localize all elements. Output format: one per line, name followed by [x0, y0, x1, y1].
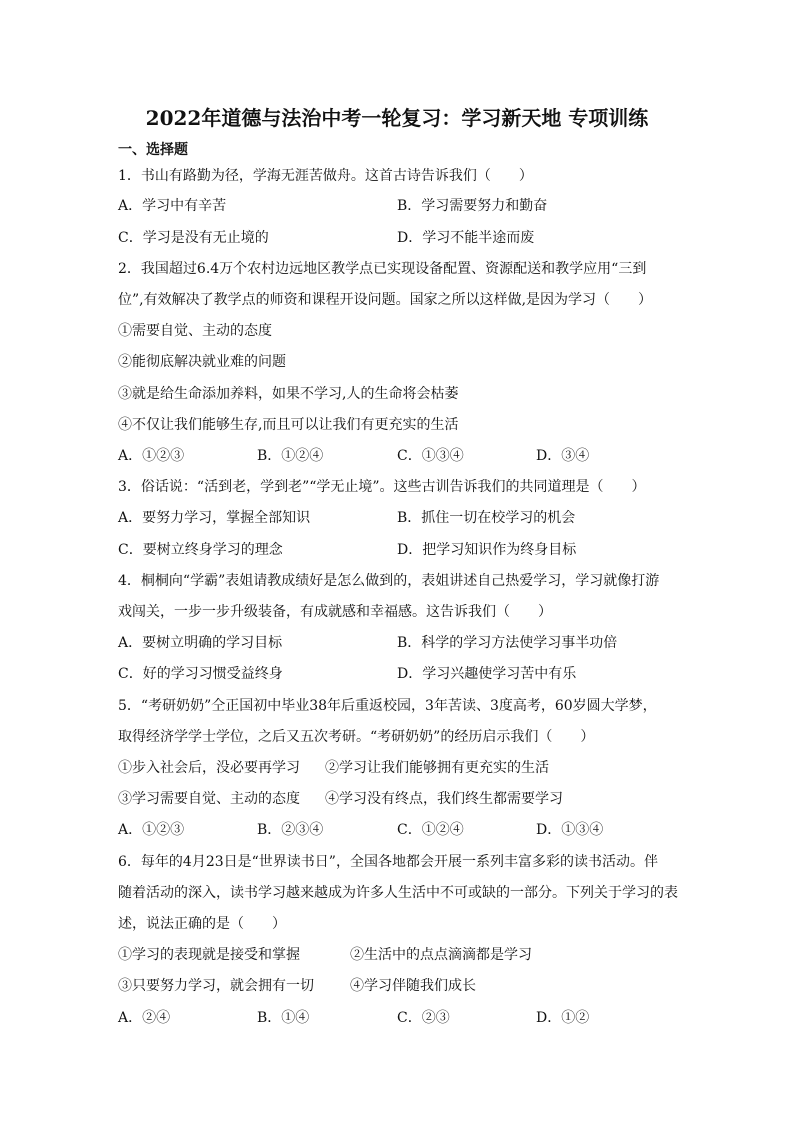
- question-3-option-d: D．把学习知识作为终身目标: [397, 542, 577, 558]
- question-4-option-a: A．要树立明确的学习目标: [118, 635, 283, 651]
- question-2-stem-line-1: 2．我国超过6.4万个农村边远地区教学点已实现设备配置、资源配送和教学应用“三到: [118, 261, 647, 277]
- question-5-option-c: C．①②④: [397, 822, 464, 838]
- question-5-option-d: D．①③④: [536, 822, 604, 838]
- question-4-option-c: C．好的学习习惯受益终身: [118, 666, 283, 682]
- question-6-statement-1: ①学习的表现就是接受和掌握: [118, 947, 300, 963]
- question-5-statement-4: ④学习没有终点，我们终生都需要学习: [325, 791, 563, 807]
- question-4-stem-line-1: 4．桐桐向“学霸”表姐请教成绩好是怎么做到的，表姐讲述自己热爱学习，学习就像打游: [118, 573, 660, 589]
- question-4-option-d: D．学习兴趣使学习苦中有乐: [397, 666, 577, 682]
- question-3-stem: 3．俗话说：“活到老，学到老”“学无止境”。这些古训告诉我们的共同道理是（ ）: [118, 479, 646, 495]
- document-title: 2022年道德与法治中考一轮复习：学习新天地 专项训练: [145, 106, 649, 130]
- question-5-option-b: B．②③④: [257, 822, 324, 838]
- question-2-option-a: A．①②③: [118, 448, 185, 464]
- question-2-statement-3: ③就是给生命添加养料，如果不学习,人的生命将会枯萎: [118, 386, 459, 402]
- question-3-option-a: A．要努力学习，掌握全部知识: [118, 510, 311, 526]
- question-2-stem-line-2: 位”,有效解决了教学点的师资和课程开设问题。国家之所以这样做,是因为学习（ ）: [118, 292, 653, 308]
- question-6-option-b: B．①④: [257, 1010, 310, 1026]
- question-5-statement-1: ①步入社会后，没必要再学习: [118, 760, 300, 776]
- question-6-statement-4: ④学习伴随我们成长: [350, 978, 476, 994]
- question-6-statement-3: ③只要努力学习，就会拥有一切: [118, 978, 314, 994]
- question-1-option-a: A．学习中有辛苦: [118, 198, 227, 214]
- question-4-stem-line-2: 戏闯关，一步一步升级装备，有成就感和幸福感。这告诉我们（ ）: [118, 604, 552, 620]
- question-6-option-c: C．②③: [397, 1010, 450, 1026]
- question-5-option-a: A．①②③: [118, 822, 185, 838]
- question-6-stem-line-3: 述，说法正确的是（ ）: [118, 916, 286, 932]
- question-6-option-d: D．①②: [536, 1010, 590, 1026]
- question-2-statement-1: ①需要自觉、主动的态度: [118, 323, 272, 339]
- question-2-statement-4: ④不仅让我们能够生存,而且可以让我们有更充实的生活: [118, 417, 459, 433]
- question-5-statement-3: ③学习需要自觉、主动的态度: [118, 791, 300, 807]
- question-1-stem: 1．书山有路勤为径，学海无涯苦做舟。这首古诗告诉我们（ ）: [118, 168, 533, 184]
- question-2-option-b: B．①②④: [257, 448, 324, 464]
- question-6-stem-line-2: 随着活动的深入，读书学习越来越成为许多人生活中不可或缺的一部分。下列关于学习的表: [118, 885, 678, 901]
- question-2-option-c: C．①③④: [397, 448, 464, 464]
- question-2-option-d: D．③④: [536, 448, 590, 464]
- question-1-option-d: D．学习不能半途而废: [397, 230, 535, 246]
- question-2-statement-2: ②能彻底解决就业难的问题: [118, 354, 286, 370]
- question-3-option-c: C．要树立终身学习的理念: [118, 542, 283, 558]
- question-1-option-c: C．学习是没有无止境的: [118, 230, 269, 246]
- question-6-stem-line-1: 6．每年的4月23日是“世界读书日”，全国各地都会开展一系列丰富多彩的读书活动。伴: [118, 854, 658, 870]
- section-heading: 一、选择题: [118, 142, 188, 158]
- question-4-option-b: B．科学的学习方法使学习事半功倍: [397, 635, 618, 651]
- question-1-option-b: B．学习需要努力和勤奋: [397, 198, 548, 214]
- question-5-stem-line-1: 5．“考研奶奶”仝正国初中毕业38年后重返校园，3年苦读、3度高考，60岁圆大学梦，: [118, 698, 657, 714]
- question-5-stem-line-2: 取得经济学学士学位，之后又五次考研。“考研奶奶”的经历启示我们（ ）: [118, 729, 595, 745]
- question-5-statement-2: ②学习让我们能够拥有更充实的生活: [325, 760, 549, 776]
- question-6-option-a: A．②④: [118, 1010, 171, 1026]
- question-3-option-b: B．抓住一切在校学习的机会: [397, 510, 576, 526]
- question-6-statement-2: ②生活中的点点滴滴都是学习: [350, 947, 532, 963]
